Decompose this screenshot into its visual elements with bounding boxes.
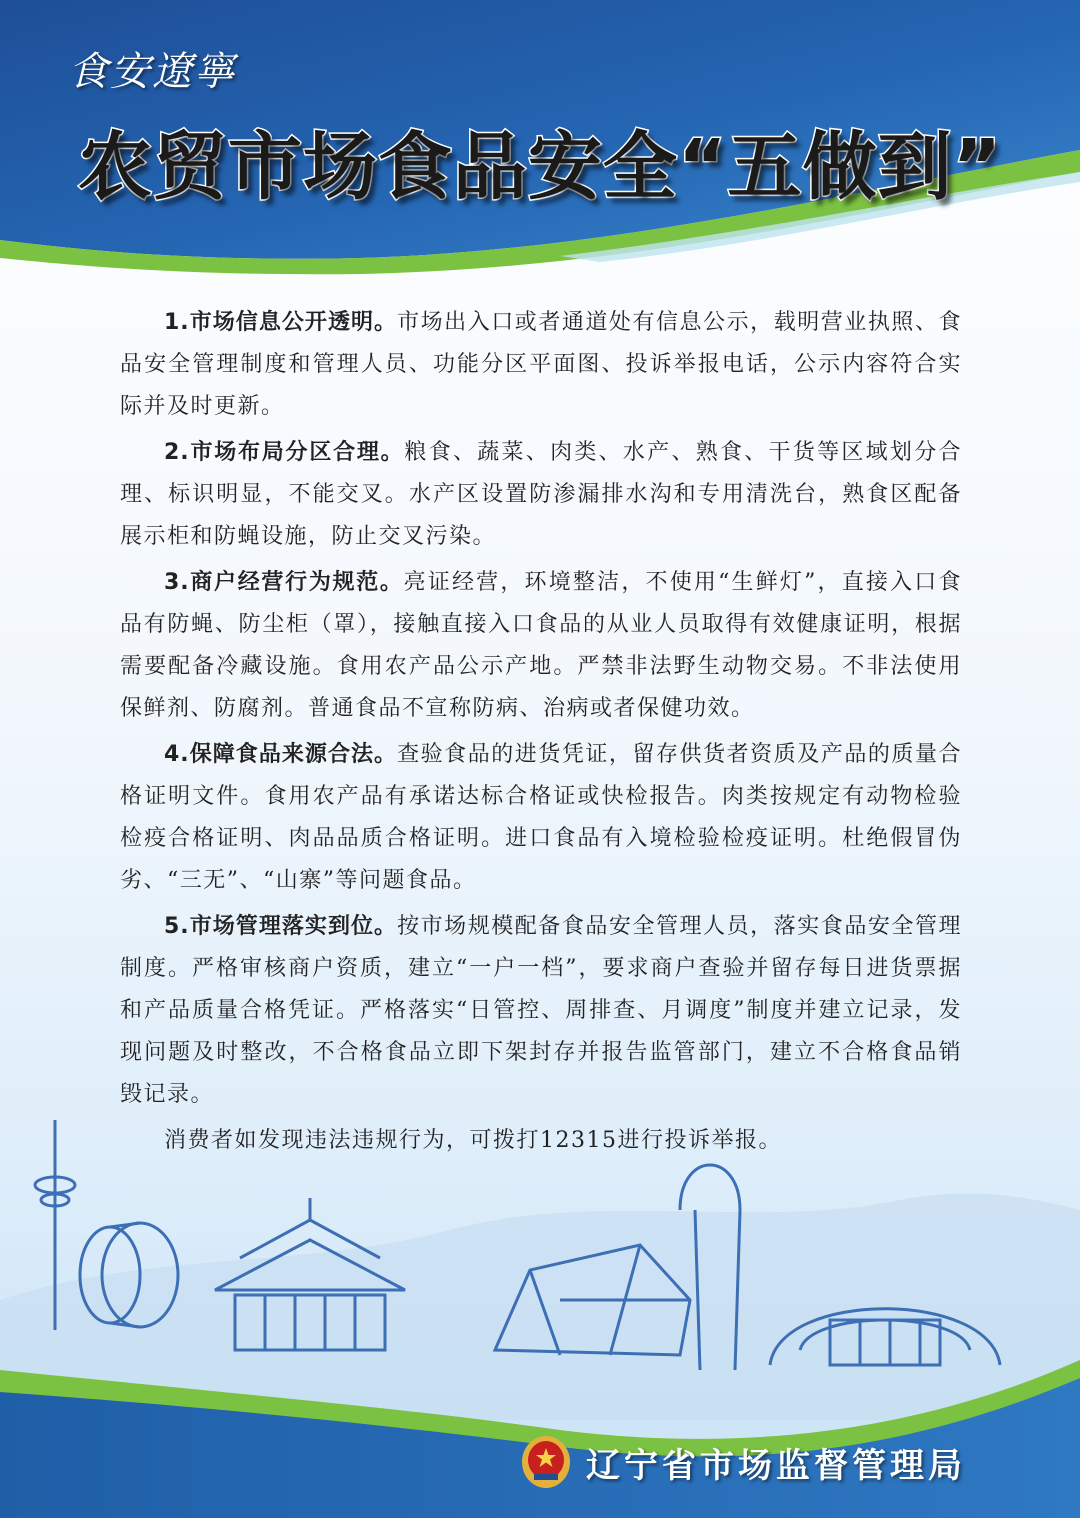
closing-note: 消费者如发现违法违规行为，可拨打12315进行投诉举报。 xyxy=(164,1128,782,1153)
item-5-body: 按市场规模配备食品安全管理人员，落实食品安全管理制度。严格审核商户资质，建立“一户一档”，要求商户查验并留存每日进货票据和产品质量合格凭证。严格落实“日管控、周排查、月调度”制度并建立记录，发现问题及时整改，不合格食品立即下架封存并报告监管部门，建立不合格食品销毁记录。 xyxy=(120,914,962,1107)
poster-title: 农贸市场食品安全“五做到” xyxy=(77,124,1003,210)
item-2-body: 粮食、蔬菜、肉类、水产、熟食、干货等区域划分合理、标识明显，不能交叉。水产区设置防渗漏排水沟和专用清洗台，熟食区配备展示柜和防蝇设施，防止交叉污染。 xyxy=(120,440,962,549)
footer xyxy=(520,1432,966,1492)
item-1-body: 市场出入口或者通道处有信息公示，载明营业执照、食品安全管理制度和管理人员、功能分区平面图、投诉举报电话，公示内容符合实际并及时更新。 xyxy=(120,310,962,419)
item-4-heading: 4.保障食品来源合法。 xyxy=(164,742,398,767)
brand-logo-text: 食安遼寧 xyxy=(68,49,236,95)
item-4-body: 查验食品的进货凭证，留存供货者资质及产品的质量合格证明文件。食用农产品有承诺达标合格证或快检报告。肉类按规定有动物检验检疫合格证明、肉品品质合格证明。进口食品有入境检验检疫证明。杜绝假冒伪劣、“三无”、“山寨”等问题食品。 xyxy=(120,742,962,893)
item-2-heading: 2.市场布局分区合理。 xyxy=(164,440,405,465)
agency-name: 辽宁省市场监督管理局 xyxy=(586,1445,966,1486)
police-emblem-icon xyxy=(520,1434,572,1490)
item-1-heading: 1.市场信息公开透明。 xyxy=(164,310,398,335)
item-3-body: 亮证经营，环境整洁，不使用“生鲜灯”，直接入口食品有防蝇、防尘柜（罩），接触直接入口食品的从业人员取得有效健康证明，根据需要配备冷藏设施。食用农产品公示产地。严禁非法野生动物交易。不非法使用保鲜剂、防腐剂。普通食品不宣称防病、治病或者保健功效。 xyxy=(120,570,963,721)
item-3-heading: 3.商户经营行为规范。 xyxy=(164,570,404,595)
item-5-heading: 5.市场管理落实到位。 xyxy=(164,914,398,939)
